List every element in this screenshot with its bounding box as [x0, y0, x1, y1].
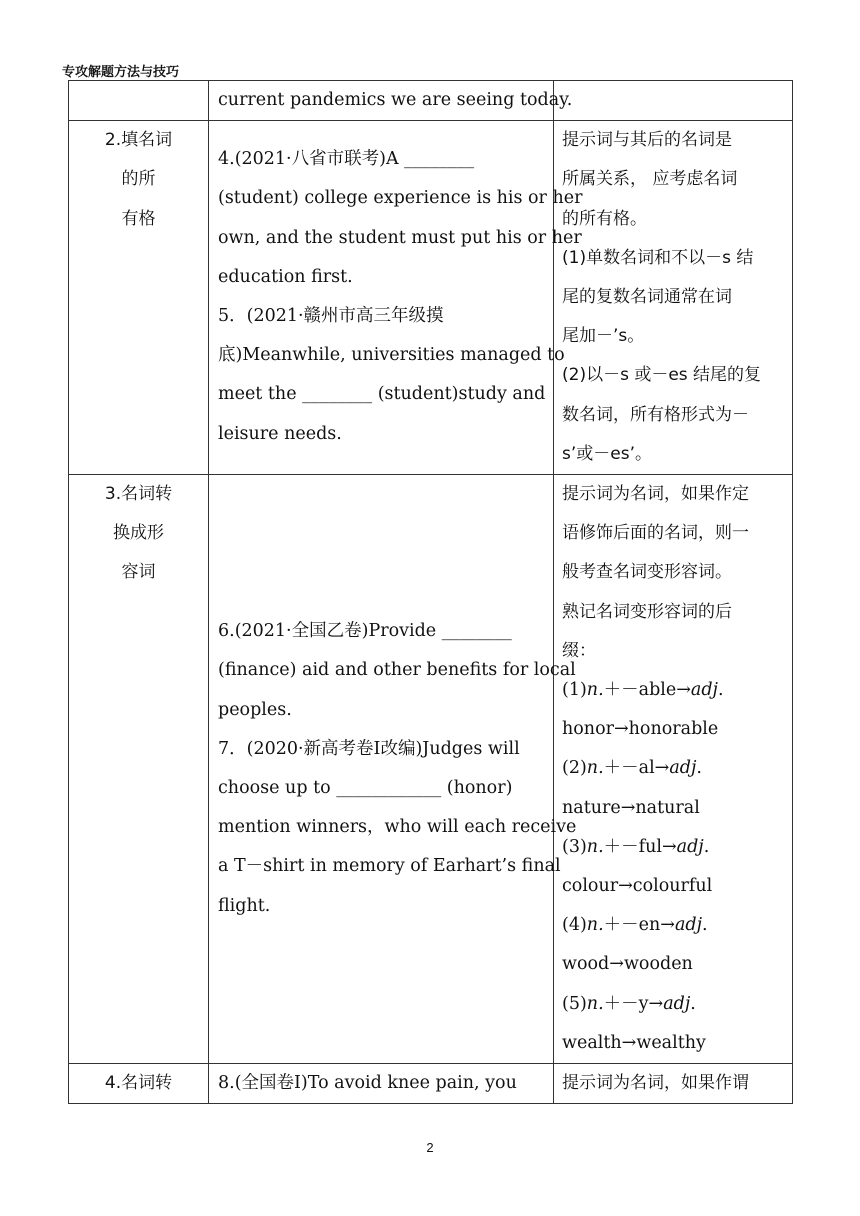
- arrow-icon: →: [648, 993, 664, 1014]
- example-line: 8.(全国卷Ⅰ)To avoid knee pain, you: [218, 1073, 517, 1094]
- table-row: [69, 1064, 793, 1104]
- rule-label: (1): [562, 680, 587, 701]
- example-from: wood: [562, 954, 610, 975]
- category-line: 的所: [121, 169, 156, 190]
- rule-pos: n.: [586, 993, 604, 1014]
- example-line: (finance) aid and other benefits for local: [218, 660, 576, 681]
- example-to: wooden: [623, 954, 693, 975]
- table-row: [69, 121, 793, 475]
- content-table: [68, 80, 793, 1104]
- rule-label: (4): [562, 915, 587, 936]
- example-cell: [209, 475, 577, 1064]
- note-cell: [554, 121, 793, 475]
- example-cell: [209, 1064, 554, 1104]
- example-line: leisure needs.: [218, 423, 342, 444]
- rule-target: adj: [676, 836, 704, 857]
- example-cell: [209, 121, 583, 475]
- example-line: own, and the student must put his or her: [218, 227, 582, 248]
- note-line: 尾加－’s。: [562, 326, 645, 347]
- category-line: 容词: [121, 562, 156, 583]
- category-cell: [69, 121, 209, 475]
- arrow-icon: →: [662, 836, 677, 857]
- category-line: 2.填名词: [104, 130, 173, 151]
- arrow-icon: →: [613, 719, 629, 740]
- rule-target: adj: [690, 680, 718, 701]
- note-line: 数名词，所有格形式为－: [562, 404, 749, 425]
- suffix-example: [554, 789, 792, 828]
- example-line: peoples.: [218, 699, 292, 720]
- rule-target: adj: [669, 758, 697, 779]
- example-line: choose up to ____________ (honor): [218, 778, 513, 799]
- example-to: colourful: [632, 876, 713, 897]
- example-line: (student) college experience is his or her: [218, 188, 583, 209]
- note-cell: [554, 475, 793, 1064]
- category-line: 3.名词转: [104, 484, 173, 505]
- note-cell: [554, 1064, 793, 1104]
- example-line: 底)Meanwhile, universities managed to: [218, 345, 565, 366]
- arrow-icon: →: [660, 915, 675, 936]
- note-line: 熟记名词变形容词的后: [562, 601, 732, 622]
- suffix-rule: (1)n.＋－able→adj.: [562, 680, 724, 701]
- note-line: 提示词与其后的名词是: [562, 130, 732, 151]
- note-line: (2)以－s 或－es 结尾的复: [562, 365, 762, 386]
- table-row: [69, 475, 793, 1064]
- rule-label: (3): [562, 836, 587, 857]
- note-line: 般考查名词变形容词。: [562, 562, 732, 583]
- suffix-rule: (2)n.＋－al→adj.: [562, 758, 702, 779]
- arrow-icon: →: [621, 1032, 637, 1053]
- example-line: 5．(2021·赣州市高三年级摸: [218, 306, 444, 327]
- suffix-example: [554, 945, 792, 984]
- rule-suffix: ＋－al: [603, 758, 655, 779]
- example-to: wealthy: [636, 1032, 706, 1053]
- note-line: 语修饰后面的名词，则一: [562, 523, 749, 544]
- example-from: honor: [562, 719, 614, 740]
- rule-label: (5): [562, 993, 587, 1014]
- rule-pos: n.: [586, 836, 604, 857]
- example-line: flight.: [218, 895, 271, 916]
- category-cell: [69, 475, 209, 1064]
- rule-pos: n.: [586, 915, 604, 936]
- example-from: wealth: [562, 1032, 622, 1053]
- rule-pos: n.: [586, 758, 604, 779]
- page-number: 2: [426, 1140, 434, 1155]
- note-line: 提示词为名词，如果作定: [562, 484, 749, 505]
- example-line: a T－shirt in memory of Earhart’s final: [218, 856, 561, 877]
- rule-label: (2): [562, 758, 587, 779]
- example-to: honorable: [628, 719, 719, 740]
- rule-suffix: ＋－en: [603, 915, 661, 936]
- arrow-icon: →: [654, 758, 670, 779]
- example-line: 6.(2021·全国乙卷)Provide ________: [218, 621, 512, 642]
- arrow-icon: →: [609, 954, 624, 975]
- note-cell: [554, 81, 793, 121]
- arrow-icon: →: [618, 876, 633, 897]
- example-from: colour: [562, 876, 619, 897]
- example-line: 7．(2020·新高考卷Ⅰ改编)Judges will: [218, 738, 520, 759]
- arrow-icon: →: [620, 797, 636, 818]
- suffix-example: [554, 867, 792, 906]
- table-row: [69, 81, 793, 121]
- note-line: 所属关系， 应考虑名词: [562, 169, 738, 190]
- example-line: education first.: [218, 266, 353, 287]
- note-line: 提示词为名词，如果作谓: [562, 1073, 749, 1094]
- rule-target: adj: [674, 915, 703, 936]
- rule-suffix: ＋－able: [603, 680, 677, 701]
- note-line: s’或－es’。: [562, 443, 652, 464]
- example-line: mention winners，who will each receive: [218, 817, 577, 838]
- note-line: 的所有格。: [562, 208, 647, 229]
- example-line: current pandemics we are seeing today.: [218, 90, 573, 110]
- suffix-rule: (5)n.＋－y→adj.: [562, 993, 696, 1014]
- category-cell: [69, 1064, 209, 1104]
- arrow-icon: →: [676, 680, 691, 701]
- example-to: natural: [635, 797, 700, 818]
- rule-pos: n.: [586, 680, 604, 701]
- rule-target: adj: [663, 993, 691, 1014]
- category-line: 有格: [121, 208, 156, 229]
- category-line: 4.名词转: [104, 1073, 173, 1094]
- suffix-rule: (4)n.＋－en→adj.: [562, 915, 708, 936]
- note-line: 缀：: [562, 640, 596, 661]
- suffix-example: [554, 1024, 792, 1063]
- note-line: 尾的复数名词通常在词: [562, 287, 732, 308]
- page-header: 专攻解题方法与技巧: [62, 65, 180, 80]
- rule-suffix: ＋－y: [603, 993, 649, 1014]
- suffix-rule: (3)n.＋－ful→adj.: [562, 836, 710, 857]
- example-cell: [209, 81, 573, 121]
- rule-suffix: ＋－ful: [603, 836, 662, 857]
- example-line: 4.(2021·八省市联考)A ________: [218, 149, 475, 170]
- note-line: (1)单数名词和不以－s 结: [562, 247, 754, 268]
- category-cell: [69, 81, 209, 121]
- suffix-example: [554, 710, 792, 749]
- example-from: nature: [562, 797, 621, 818]
- category-line: 换成形: [113, 523, 164, 544]
- example-line: meet the ________ (student)study and: [218, 384, 546, 405]
